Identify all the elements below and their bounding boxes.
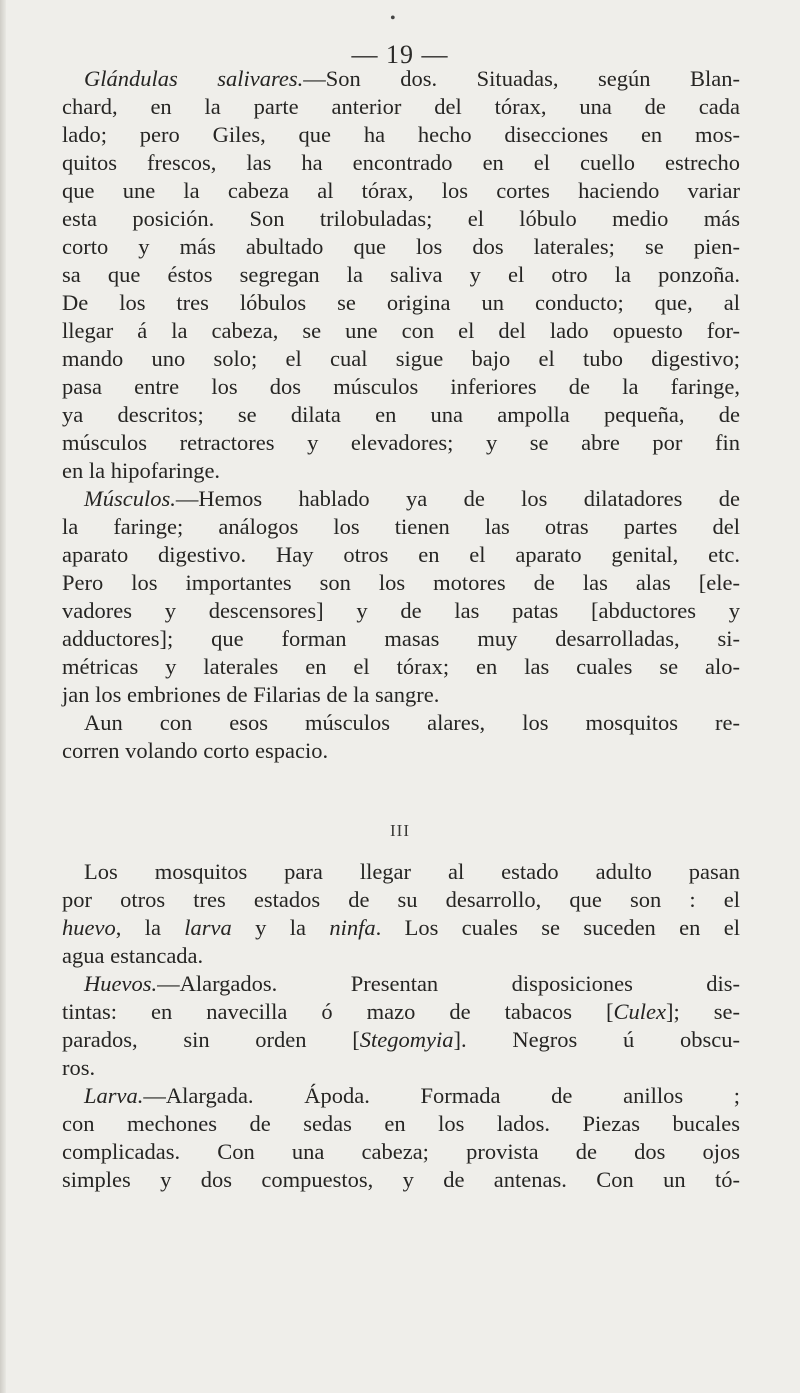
text-line: Huevos.—Alargados. Presentan disposiciones dis- xyxy=(84,971,740,996)
page-number: — 19 — xyxy=(351,40,449,69)
text-line: sa que éstos segregan la saliva y el otro la ponzoña. xyxy=(62,262,740,287)
run-in-heading: Larva. xyxy=(84,1083,144,1108)
text-line: Larva.—Alargada. Ápoda. Formada de anillos ; xyxy=(84,1083,740,1108)
page-edge xyxy=(0,0,6,1393)
text-line: corren volando corto espacio. xyxy=(62,738,329,763)
ink-dot: • xyxy=(390,10,396,27)
text-line: Glándulas salivares.—Son dos. Situadas, según Blan- xyxy=(84,66,741,91)
text-line: parados, sin orden [Stegomyia]. Negros ú obscu- xyxy=(62,1027,740,1052)
text-line: aparato digestivo. Hay otros en el aparato genital, etc. xyxy=(62,542,740,567)
text-line: Músculos.—Hemos hablado ya de los dilatadores de xyxy=(84,486,740,511)
text-line: métricas y laterales en el tórax; en las cuales se alo- xyxy=(62,654,740,679)
run-in-heading: Glándulas salivares. xyxy=(84,66,304,91)
text-line: Los mosquitos para llegar al estado adulto pasan xyxy=(84,859,740,884)
text-line: quitos frescos, las ha encontrado en el cuello estrecho xyxy=(62,150,740,175)
text-line: mando uno solo; el cual sigue bajo el tubo digestivo; xyxy=(62,346,740,371)
text-line: pasa entre los dos músculos inferiores de la faringe, xyxy=(62,374,740,399)
text-line: esta posición. Son trilobuladas; el lóbulo medio más xyxy=(62,206,740,231)
text-line: complicadas. Con una cabeza; provista de dos ojos xyxy=(62,1139,740,1164)
text-line: huevo, la larva y la ninfa. Los cuales se suceden en el xyxy=(62,915,740,940)
text-line: por otros tres estados de su desarrollo, que son : el xyxy=(62,887,740,912)
section-heading: III xyxy=(390,821,410,840)
text-line: adductores]; que forman masas muy desarrolladas, si- xyxy=(62,626,740,651)
run-in-heading: Músculos. xyxy=(84,486,176,511)
text-line: ya descritos; se dilata en una ampolla pequeña, de xyxy=(62,402,740,427)
text-line: chard, en la parte anterior del tórax, una de cada xyxy=(62,94,740,119)
text-line: De los tres lóbulos se origina un conducto; que, al xyxy=(62,290,740,315)
text-line: lado; pero Giles, que ha hecho disecciones en mos- xyxy=(62,122,740,147)
text-line: jan los embriones de Filarias de la sangre. xyxy=(62,682,440,707)
text-line: que une la cabeza al tórax, los cortes haciendo variar xyxy=(62,178,740,203)
text-line: la faringe; análogos los tienen las otras partes del xyxy=(62,514,740,539)
text-line: simples y dos compuestos, y de antenas. Con un tó- xyxy=(62,1167,740,1192)
text-line: Pero los importantes son los motores de las alas [ele- xyxy=(62,570,740,595)
text-line: Aun con esos músculos alares, los mosquitos re- xyxy=(84,710,740,735)
text-line: corto y más abultado que los dos laterales; se pien- xyxy=(62,234,740,259)
text-line: con mechones de sedas en los lados. Piezas bucales xyxy=(62,1111,740,1136)
run-in-heading: Huevos. xyxy=(84,971,158,996)
text-line: agua estancada. xyxy=(62,943,204,968)
text-line: ros. xyxy=(62,1055,96,1080)
text-line: tintas: en navecilla ó mazo de tabacos [Culex]; se- xyxy=(62,999,741,1024)
text-line: vadores y descensores] y de las patas [abductores y xyxy=(62,598,740,623)
text-line: llegar á la cabeza, se une con el del lado opuesto for- xyxy=(62,318,740,343)
text-line: en la hipofaringe. xyxy=(62,458,221,483)
text-line: músculos retractores y elevadores; y se abre por fin xyxy=(62,430,740,455)
